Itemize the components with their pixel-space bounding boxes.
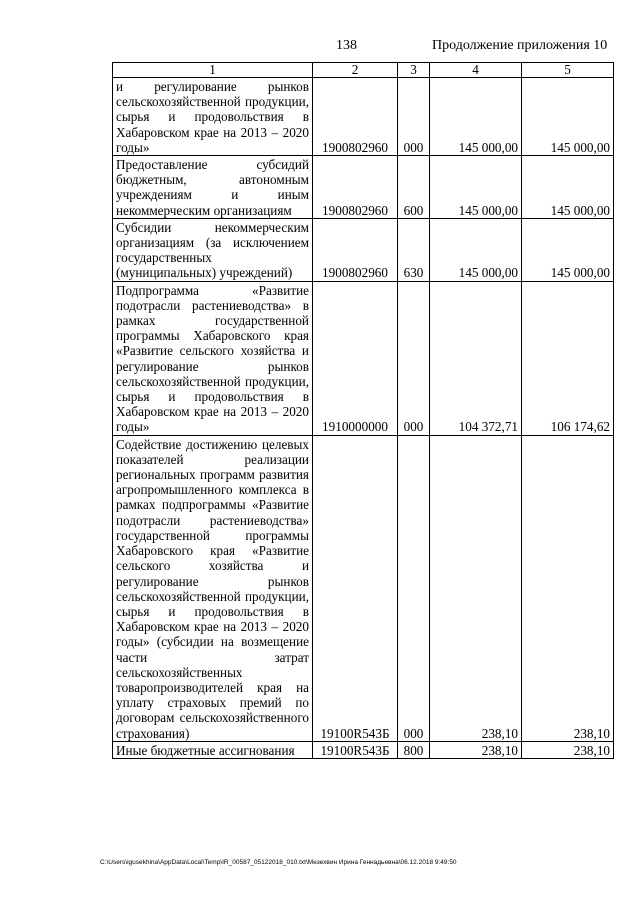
row-name: Содействие достижению целевых показателей реализации региональных программ развития агропромышленного комплекса в рамках подпрограммы «Развитие подотрасли растениеводства» государственной программы Хабаровского края «Развитие сельского хозяйства и регулирование рынков сельскохозяйственной продукции, сырья и продовольствия в Хабаровском крае на 2013 – 2020 годы» (субсидии на возмещение части затрат сельскохозяйственных товаропроизводителей края на уплату страховых премий по договорам сельскохозяйственного страхования) <box>113 435 313 741</box>
amount-col4: 238,10 <box>430 435 522 741</box>
amount-col5: 106 174,62 <box>522 281 614 435</box>
target-article-code: 1910000000 <box>313 281 398 435</box>
target-article-code: 1900802960 <box>313 156 398 219</box>
expense-type-code: 800 <box>398 741 430 758</box>
amount-col4: 145 000,00 <box>430 156 522 219</box>
amount-col4: 145 000,00 <box>430 78 522 156</box>
table-row <box>113 741 614 758</box>
document-footer-path: C:\Users\igusekhina\AppData\Local\Temp\IR_00587_05122018_010.txt\Мезехвин Ирина Геннадьевна\06.12.2018 9:49:50 <box>100 859 457 866</box>
budget-table <box>112 62 614 759</box>
amount-col4: 104 372,71 <box>430 281 522 435</box>
table-row <box>113 78 614 156</box>
table-row <box>113 218 614 281</box>
target-article-code: 1900802960 <box>313 218 398 281</box>
row-name: Подпрограмма «Развитие подотрасли растениеводства» в рамках государственной программы Хабаровского края «Развитие сельского хозяйства и регулирование рынков сельскохозяйственной продукции, сырья и продовольствия в Хабаровском крае на 2013 – 2020 годы» <box>113 281 313 435</box>
row-name: Предоставление субсидий бюджетным, автономным учреждениям и иным некоммерческим организациям <box>113 156 313 219</box>
target-article-code: 19100R543Б <box>313 435 398 741</box>
amount-col4: 238,10 <box>430 741 522 758</box>
appendix-continuation-note: Продолжение приложения 10 <box>432 38 608 53</box>
target-article-code: 1900802960 <box>313 78 398 156</box>
target-article-code: 19100R543Б <box>313 741 398 758</box>
row-name: и регулирование рынков сельскохозяйственной продукции, сырья и продовольствия в Хабаровском крае на 2013 – 2020 годы» <box>113 78 313 156</box>
column-header-3: 3 <box>398 63 430 78</box>
row-name: Иные бюджетные ассигнования <box>113 741 313 758</box>
expense-type-code: 600 <box>398 156 430 219</box>
amount-col5: 145 000,00 <box>522 156 614 219</box>
amount-col5: 145 000,00 <box>522 218 614 281</box>
amount-col5: 145 000,00 <box>522 78 614 156</box>
column-header-4: 4 <box>430 63 522 78</box>
column-header-5: 5 <box>522 63 614 78</box>
table-row <box>113 281 614 435</box>
row-name: Субсидии некоммерческим организациям (за исключением государственных (муниципальных) учреждений) <box>113 218 313 281</box>
amount-col4: 145 000,00 <box>430 218 522 281</box>
table-row <box>113 156 614 219</box>
expense-type-code: 000 <box>398 435 430 741</box>
amount-col5: 238,10 <box>522 435 614 741</box>
expense-type-code: 000 <box>398 281 430 435</box>
page-number: 138 <box>336 38 357 53</box>
column-header-2: 2 <box>313 63 398 78</box>
table-header-row <box>113 63 614 78</box>
column-header-1: 1 <box>113 63 313 78</box>
expense-type-code: 630 <box>398 218 430 281</box>
amount-col5: 238,10 <box>522 741 614 758</box>
table-row <box>113 435 614 741</box>
expense-type-code: 000 <box>398 78 430 156</box>
